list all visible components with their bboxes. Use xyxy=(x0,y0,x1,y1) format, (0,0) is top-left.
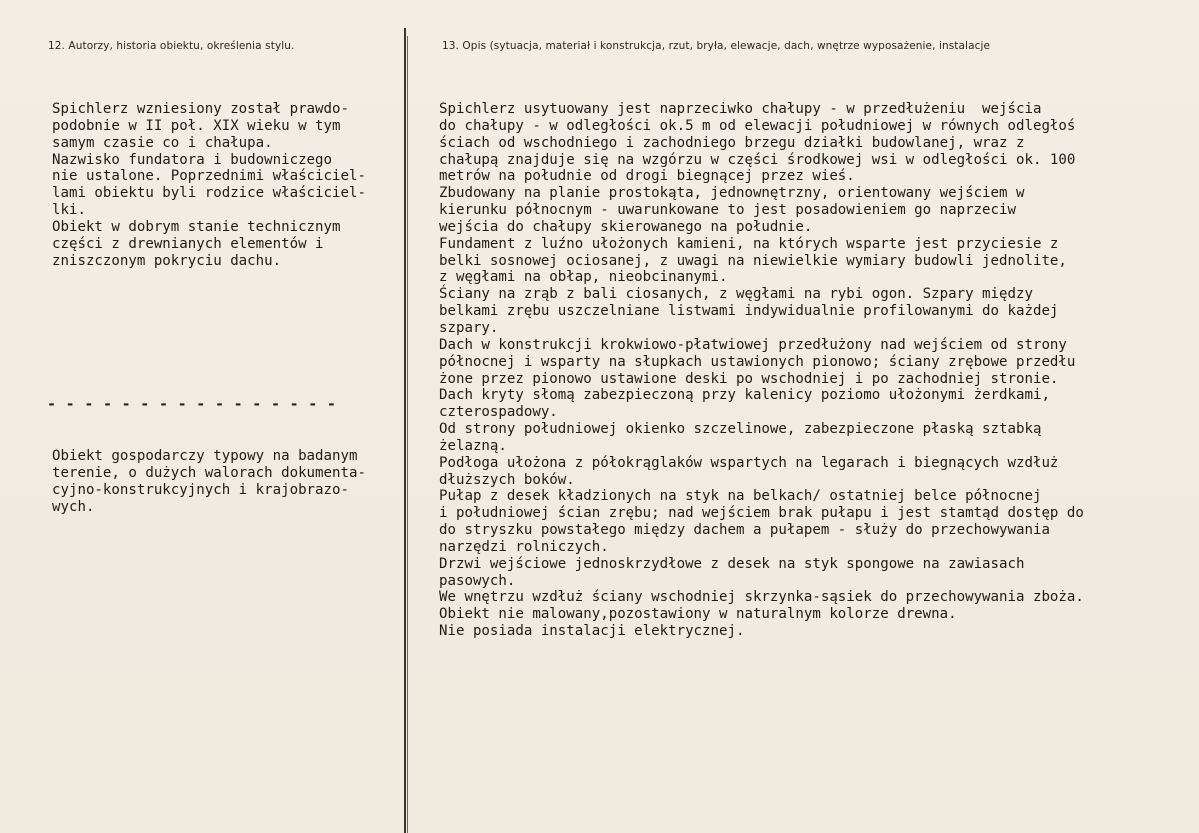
section-12-heading: 12. Autorzy, historia obiektu, określenia stylu. xyxy=(48,40,295,52)
column-divider-inner xyxy=(407,36,408,833)
column-divider xyxy=(404,28,406,833)
history-text: Spichlerz wzniesiony został prawdo- podobnie w II poł. XIX wieku w tym samym czasie co i chałupa. Nazwisko fundatora i budowniczego nie ustalone. Poprzednimi właściciel- lami obiektu byli rodzice właściciel- lki. Obiekt w dobrym stanie technicznym części z drewnianych elementów i zniszczonym pokryciu dachu. xyxy=(52,101,366,269)
style-assessment-text: Obiekt gospodarczy typowy na badanym terenie, o dużych walorach dokumenta- cyjno-konstrukcyjnych i krajobrazo- wych. xyxy=(52,448,366,515)
section-13-heading: 13. Opis (sytuacja, materiał i konstrukcja, rzut, bryła, elewacje, dach, wnętrze wyposażenie, instalacje xyxy=(442,40,991,52)
dashed-separator: - - - - - - - - - - - - - - - - xyxy=(47,395,337,413)
description-text: Spichlerz usytuowany jest naprzeciwko chałupy - w przedłużeniu wejścia do chałupy - w odległości ok.5 m od elewacji południowej w równych odległoś ściach od wschodniego i zachodniego brzegu działki budowlanej, wraz z chałupą znajduje się na wzgórzu w części środkowej wsi w odległości ok. 100 metrów na południe od drogi biegnącej przez wieś. Zbudowany na planie prostokąta, jednownętrzny, orientowany wejściem w kierunku północnym - uwarunkowane to jest posadowieniem go naprzeciw wejścia do chałupy skierowanego na południe. Fundament z luźno ułożonych kamieni, na których wsparte jest przyciesie z belki sosnowej ociosanej, z uwagi na niewielkie wymiary budowli jednolite, z węgłami na obłap, nieobcinanymi. Ściany na zrąb z bali ciosanych, z węgłami na rybi ogon. Szpary między belkami zrębu uszczelniane listwami indywidualnie profilowanymi do każdej szpary. Dach w konstrukcji krokwiowo-płatwiowej przedłużony nad wejściem od strony północnej i wsparty na słupkach ustawionych pionowo; ściany zrębowe przedłu żone przez pionowo ustawione deski po wschodniej i po zachodniej stronie. Dach kryty słomą zabezpieczoną przy kalenicy poziomo ułożonymi żerdkami, czterospadowy. Od strony południowej okienko szczelinowe, zabezpieczone płaską sztabką żelazną. Podłoga ułożona z półokrąglaków wspartych na legarach i biegnących wzdłuż dłuższych boków. Pułap z desek kładzionych na styk na belkach/ ostatniej belce północnej i południowej ścian zrębu; nad wejściem brak pułapu i jest stamtąd dostęp do do stryszku powstałego między dachem a pułapem - służy do przechowywania narzędzi rolniczych. Drzwi wejściowe jednoskrzydłowe z desek na styk spongowe na zawiasach pasowych. We wnętrzu wzdłuż ściany wschodniej skrzynka-sąsiek do przechowywania zboża. Obiekt nie malowany,pozostawiony w naturalnym kolorze drewna. Nie posiada instalacji elektrycznej. xyxy=(439,101,1084,640)
